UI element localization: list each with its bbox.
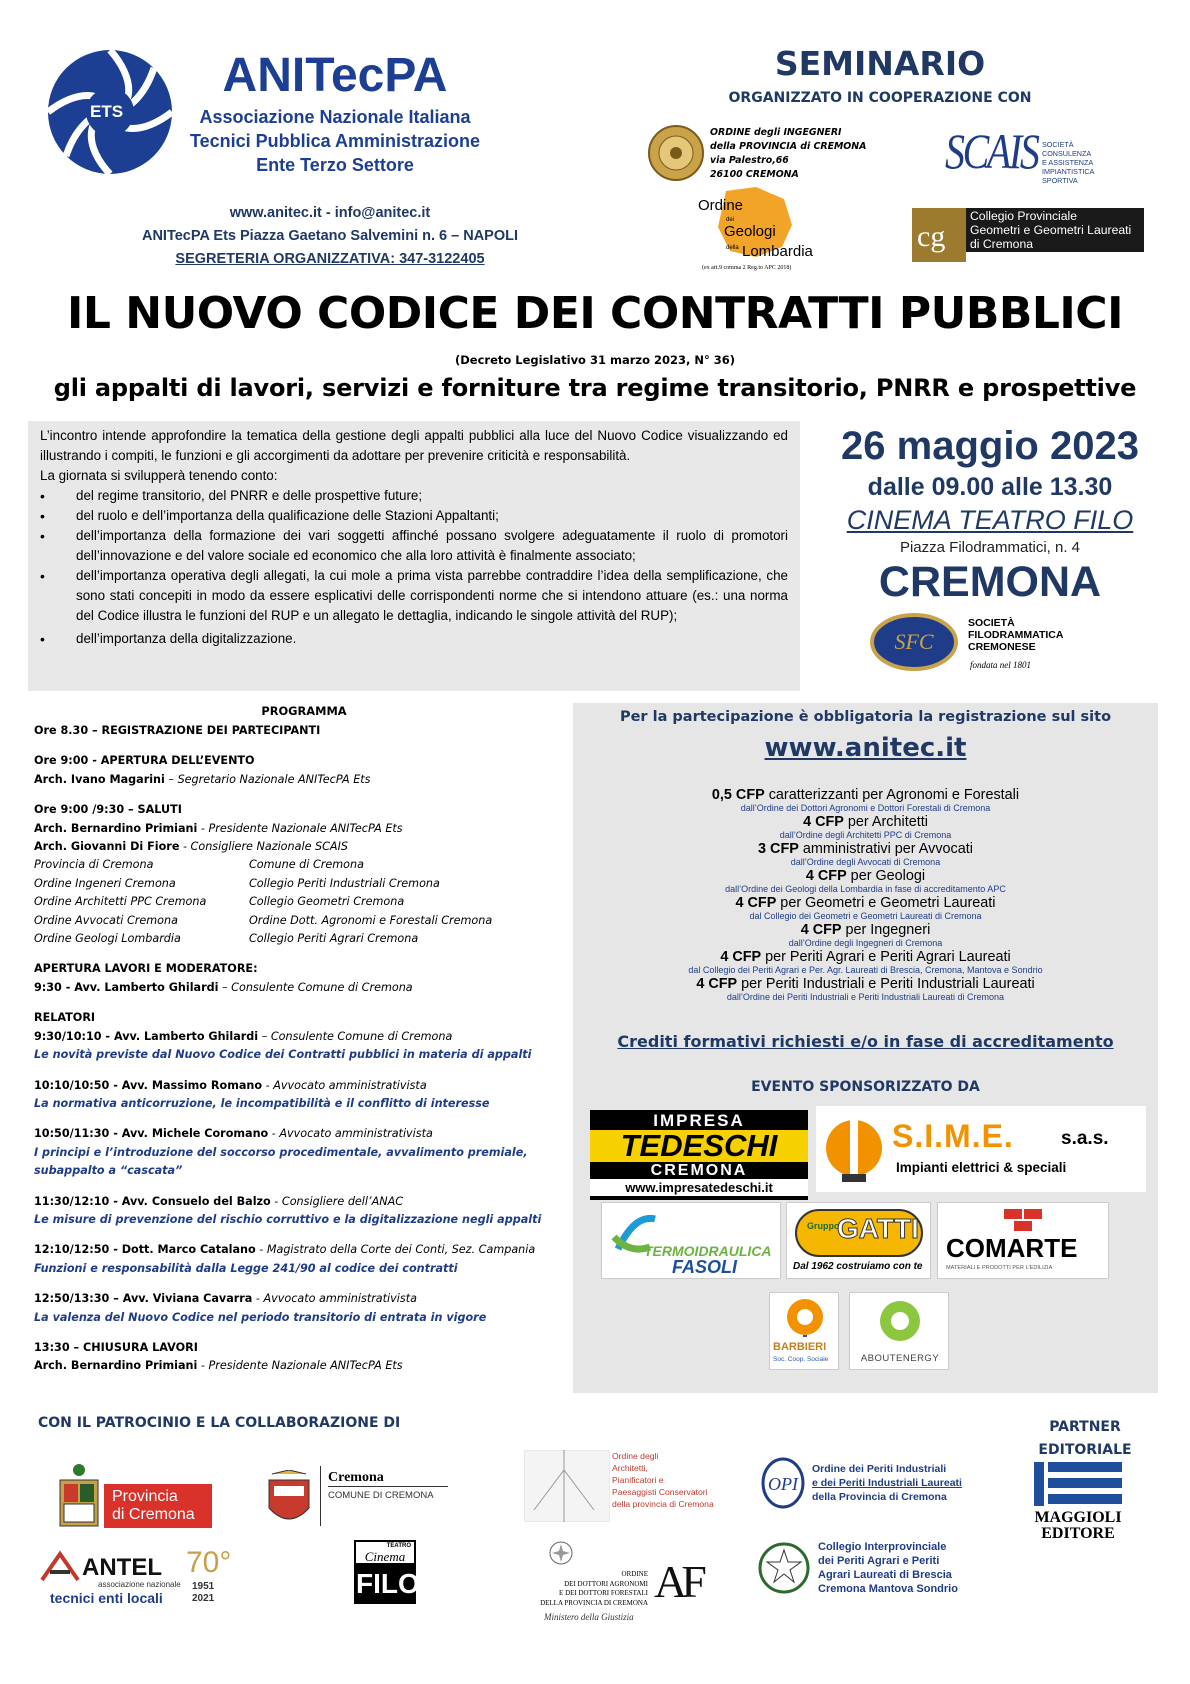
- intro-list: [40, 486, 788, 649]
- ets-label: ETS: [90, 102, 124, 121]
- cfp-list: 0,5 CFP caratterizzanti per Agronomi e Forestali dall’Ordine dei Dottori Agronomi e Dottori Forestali di Cremona 4 CFP per Architetti dall’Ordine degli Architetti PPC di Cremona 3 CFP amministrativi per Avvocati dall’Ordine degli Avvocati di Cremona 4 CFP per Geologi dall’Ordine dei Geologi della Lombardia in fase di accreditamento APC 4 CFP per Geometri e Geometri Laureati dal Collegio dei Geometri e Geometri Laureati di Cremona 4 CFP per Ingegneri dall’Ordine degli Ingegneri di Cremona 4 CFP per Periti Agrari e Periti Agrari Laureati dal Collegio dei Periti Agrari e Per. Agr. Laureati di Brescia, Cremona, Mantova e Sondrio 4 CFP per Periti Industriali e Periti Industriali Laureati dall’Ordine dei Periti Industriali e Periti Industriali Laureati di Cremona: [688, 787, 1043, 1002]
- filodrammatica-founded: fondata nel 1801: [970, 660, 1031, 670]
- main-title: IL NUOVO CODICE DEI CONTRATTI PUBBLICI: [67, 288, 1123, 339]
- registration-panel: [573, 703, 1158, 1393]
- svg-text:cg: cg: [917, 220, 946, 253]
- org-address: ANITecPA Ets Piazza Gaetano Salvemini n. 6 – NAPOLI: [141, 228, 519, 244]
- event-address: Piazza Filodrammatici, n. 4: [899, 539, 1081, 556]
- ingegneri-text: ORDINE degli INGEGNERI della PROVINCIA di CREMONA via Palestro,66 26100 CREMONA: [710, 127, 867, 180]
- antel-logo: ANTEL associazione nazionale tecnici enti locali 70° 1951 2021: [40, 1550, 240, 1610]
- fasoli-logo: TERMOIDRAULICA FASOLI: [601, 1202, 781, 1279]
- talk-item: 10:10/10:50 - Avv. Massimo Romano - Avvocato amministrativista: [34, 1078, 427, 1092]
- segreteria: SEGRETERIA ORGANIZZATIVA: 347-3122405: [175, 251, 485, 267]
- periti-agrari-logo: Collegio Interprovinciale dei Periti Agrari e Periti Agrari Laureati di Brescia Cremona Mantova Sondrio: [758, 1540, 998, 1604]
- org-line3: Ente Terzo Settore: [256, 155, 414, 175]
- event-venue: CINEMA TEATRO FILO: [846, 505, 1134, 535]
- org-line1: Associazione Nazionale Italiana: [199, 107, 471, 127]
- event-city: CREMONA: [878, 558, 1102, 606]
- anitec-logo: [40, 48, 180, 176]
- event-date: 26 maggio 2023: [841, 424, 1139, 468]
- talk-item: 9:30/10:10 - Avv. Lamberto Ghilardi – Consulente Comune di Cremona: [34, 1029, 453, 1043]
- sponsor-heading: EVENTO SPONSORIZZATO DA: [751, 1079, 980, 1095]
- periti-industriali-logo: OPI Ordine dei Periti Industriali e dei Periti Industriali Laureati della Provincia di Cremona: [758, 1456, 998, 1516]
- intro-lead: La giornata si svilupperà tenendo conto:: [40, 468, 278, 483]
- registration-text: Per la partecipazione è obbligatoria la registrazione sul sito: [619, 709, 1112, 725]
- institutions-grid: Provincia di Cremona Comune di Cremona Ordine Ingeneri Cremona Collegio Periti Industriali Cremona Ordine Architetti PPC Cremona Collegio Geometri Cremona Ordine Avvocati Cremona Ordine Dott. Agronomi e Forestali Cremona Ordine Geologi Lombardia Collegio Periti Agrari Cremona: [34, 858, 493, 946]
- contacts[interactable]: www.anitec.it - info@anitec.it: [229, 205, 431, 221]
- filodrammatica-text: SOCIETÀ FILODRAMMATICA CREMONESE: [968, 617, 1064, 653]
- partner-heading: PARTNER EDITORIALE: [1038, 1419, 1132, 1458]
- collegio-geometri-text: Collegio Provinciale Geometri e Geometri Laureati di Cremona: [966, 208, 1144, 252]
- filodrammatica-logo-icon: [870, 613, 958, 671]
- program: Ore 8.30 – REGISTRAZIONE DEI PARTECIPANTI Ore 9:00 - APERTURA DELL’EVENTO Arch. Ivano Magarini – Segretario Nazionale ANITecPA Ets Ore 9:00 /9:30 – SALUTI Arch. Bernardino Primiani - Presidente Nazionale ANITecPA Ets Arch. Giovanni Di Fiore - Consigliere Nazionale SCAIS Provincia di Cremona Comune di Cremona Ordine Ingeneri Cremona Collegio Periti Industriali Cremona Ordine Architetti PPC Cremona Collegio Geometri Cremona Ordine Avvocati Cremona Ordine Dott. Agronomi e Forestali Cremona Ordine Geologi Lombardia Collegio Periti Agrari Cremona APERTURA LAVORI E MODERATORE: 9:30 - Avv. Lamberto Ghilardi – Consulente Comune di Cremona RELATORI 9:30/10:10 - Avv. Lamberto Ghilardi – Consulente Comune di Cremona Le novità previste dal Nuovo Codice dei Contratti pubblici in materia di appalti 10:10/10:50 - Avv. Massimo Romano - Avvocato amministrativista La normativa anticorruzione, le incompatibilità e il conflitto di interesse 10:50/11:30 - Avv. Michele Coromano - Avvocato amministrativista I principi e l’introduzione del soccorso procedimentale, avvalimento premiale, subappalto a “cascata” 11:30/12:10 - Avv. Consuelo del Balzo - Consigliere dell’ANAC Le misure di prevenzione del rischio corruttivo e la digitalizzazione negli appalti 12:10/12:50 - Dott. Marco Catalano - Magistrato della Corte dei Conti, Sez. Campania Funzioni e responsabilità dalla Legge 241/90 al codice dei contratti 12:50/13:30 – Avv. Viviana Cavarra - Avvocato amministrativista La valenza del Nuovo Codice nel periodo transitorio di entrata in vigore 13:30 – CHIUSURA LAVORI Arch. Bernardino Primiani - Presidente Nazionale ANITecPA Ets: [34, 722, 574, 1376]
- intro-paragraph: L’incontro intende approfondire la tematica della gestione degli appalti pubblici alla luce del Nuovo Codice visualizzando ed illustrando i compiti, le funzioni e gli accorgimenti da adottare per prevenire criticità e responsabilità.: [40, 428, 788, 463]
- talk-item: 12:10/12:50 - Dott. Marco Catalano - Magistrato della Corte dei Conti, Sez. Campania: [34, 1243, 536, 1257]
- architetti-logo: Ordine degli Architetti, Pianificatori e Paesaggisti Conservatori della provincia di Cremona: [524, 1450, 734, 1522]
- svg-text:SFC: SFC: [894, 629, 934, 654]
- gatti-logo: Gruppo GATTI Dal 1962 costruiamo con te: [786, 1202, 931, 1279]
- svg-text:OPI: OPI: [768, 1474, 798, 1494]
- list-item: • del regime transitorio, del PNRR e delle prospettive future;: [40, 486, 788, 506]
- cinema-filo-logo: TEATRO Cinema FILO: [354, 1540, 416, 1604]
- decree: (Decreto Legislativo 31 marzo 2023, N° 36): [454, 353, 735, 367]
- talk-item: 11:30/12:10 - Avv. Consuelo del Balzo - Consigliere dell’ANAC: [34, 1194, 404, 1208]
- list-item: • dell’importanza operativa degli allegati, la cui mole a prima vista parrebbe contraddire l’idea della semplificazione, che sono stati concepiti in modo da essere esplicativi delle corrispondenti norme che si intendono attuare (es.: una norma del Codice illustra le funzioni del RUP e un allegato le dettaglia, indicando le singole attività del RUP);: [40, 566, 788, 626]
- scais-text: SOCIETÀ CONSULENZA E ASSISTENZA IMPIANTISTICA SPORTIVA: [1042, 140, 1095, 185]
- org-line2: Tecnici Pubblica Amministrazione: [189, 131, 481, 151]
- comune-logo: Cremona COMUNE DI CREMONA: [264, 1466, 454, 1536]
- sime-logo: S.I.M.E. s.a.s. Impianti elettrici & speciali: [816, 1106, 1146, 1192]
- list-item: • dell’importanza della digitalizzazione.: [40, 629, 788, 649]
- scais-logo: SCAIS: [945, 123, 1038, 179]
- collegio-geometri-icon: [912, 208, 966, 262]
- seminario-label: SEMINARIO: [774, 44, 986, 83]
- talk-item: 12:50/13:30 – Avv. Viviana Cavarra - Avvocato amministrativista: [34, 1292, 417, 1306]
- event-time: dalle 09.00 alle 13.30: [867, 473, 1113, 501]
- geologi-logo: Ordine dei Geologi della Lombardia (ex art.9 comma 2 Reg.to APC 2018): [696, 185, 806, 273]
- program-heading: PROGRAMMA: [261, 704, 347, 718]
- tedeschi-logo: IMPRESA TEDESCHI CREMONA www.impresatedeschi.it: [590, 1110, 808, 1200]
- aboutenergy-logo: ABOUTENERGY: [849, 1292, 949, 1370]
- crediti-link[interactable]: Crediti formativi richiesti e/o in fase di accreditamento: [617, 1032, 1114, 1051]
- talk-item: 10:50/11:30 - Avv. Michele Coromano - Avvocato amministrativista: [34, 1127, 433, 1141]
- subtitle: gli appalti di lavori, servizi e forniture tra regime transitorio, PNRR e prospettive: [53, 374, 1137, 402]
- ingegneri-seal-icon: [648, 125, 704, 181]
- list-item: • dell’importanza della formazione dei vari soggetti affinché possano svolgere adeguatamente il ruolo di promotori dell’innovazione e del valore sociale ed economico che alla loro attività è finalmente associato;: [40, 526, 788, 566]
- barbieri-logo: BARBIERI Soc. Coop. Sociale: [769, 1292, 839, 1370]
- registration-link[interactable]: www.anitec.it: [764, 733, 967, 763]
- provincia-logo: Provincia di Cremona: [44, 1462, 214, 1540]
- patrocinio-heading: CON IL PATROCINIO E LA COLLABORAZIONE DI: [38, 1415, 401, 1431]
- maggioli-logo: MAGGIOLI EDITORE: [1026, 1462, 1130, 1546]
- intro-box: [28, 421, 800, 691]
- list-item: • del ruolo e dell’importanza della qualificazione delle Stazioni Appaltanti;: [40, 506, 788, 526]
- coop-label: ORGANIZZATO IN COOPERAZIONE CON: [728, 90, 1032, 106]
- org-name: ANITecPA: [222, 49, 448, 102]
- agronomi-logo: ORDINE DEI DOTTORI AGRONOMI E DEI DOTTORI FORESTALI DELLA PROVINCIA DI CREMONA AF Ministero della Giustizia: [524, 1540, 734, 1624]
- comarte-logo: COMARTE MATERIALI E PRODOTTI PER L'EDILIZIA: [937, 1202, 1109, 1279]
